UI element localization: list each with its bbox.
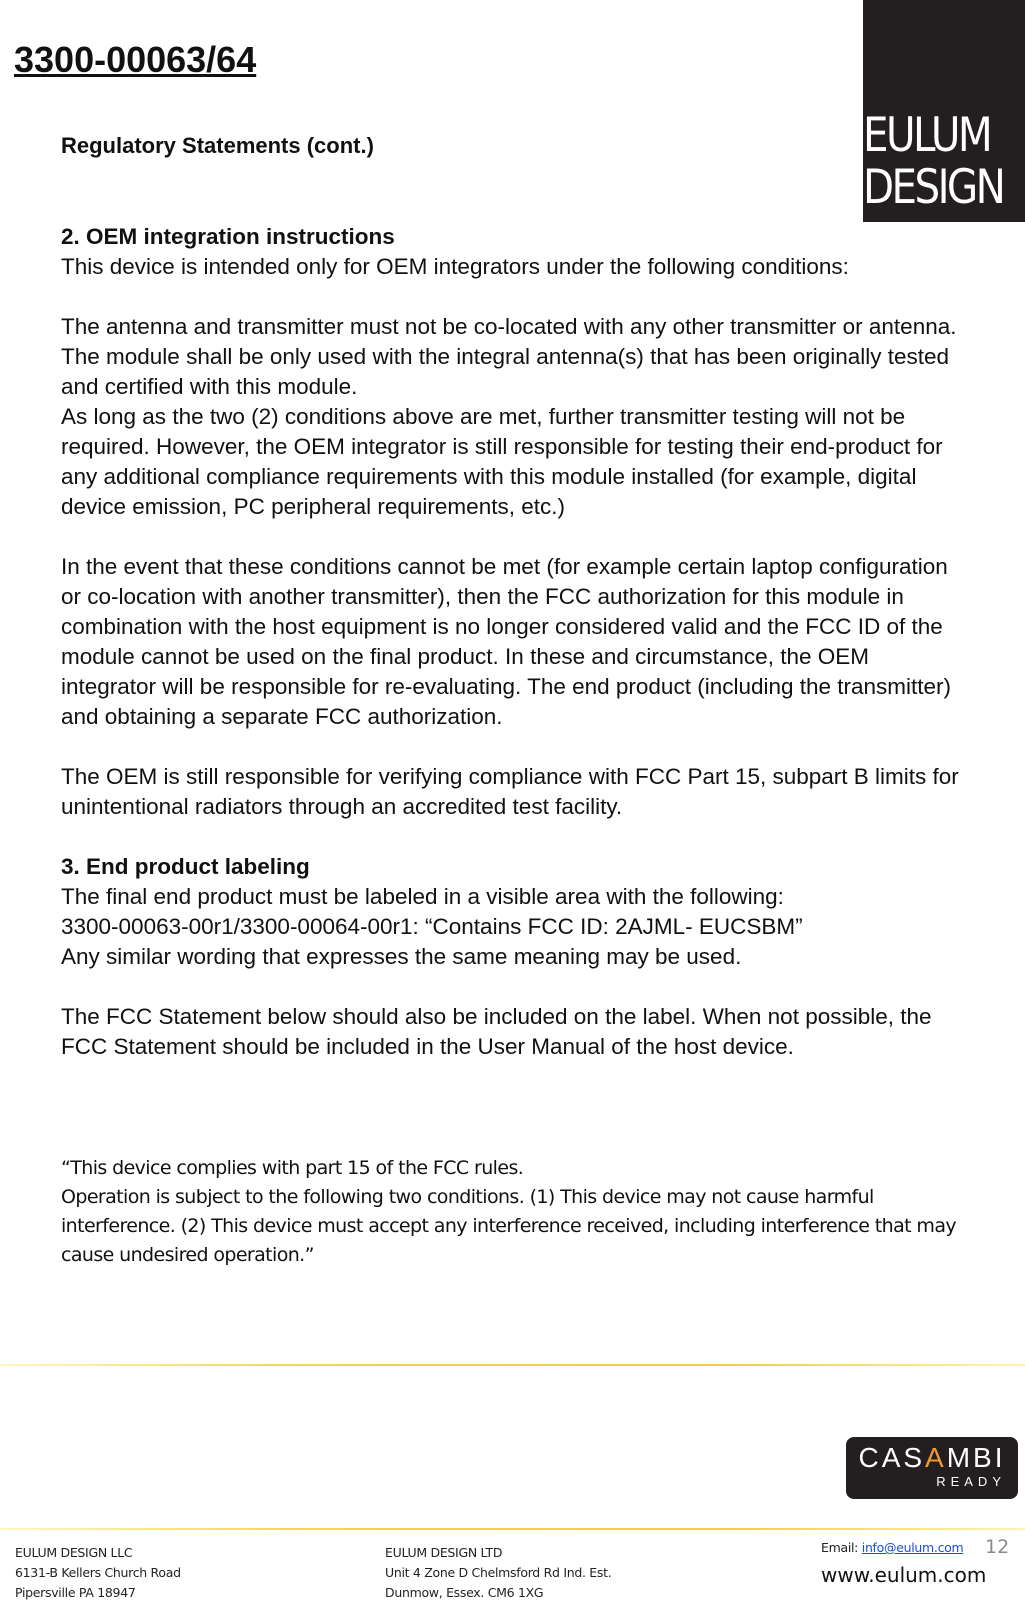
logo-line-1: EULUM bbox=[863, 108, 991, 163]
us-address-line-1: 6131-B Kellers Church Road bbox=[15, 1565, 181, 1580]
logo-line-2: DESIGN bbox=[863, 160, 1004, 215]
oem-heading: 2. OEM integration instructions bbox=[61, 224, 395, 249]
footer-website: www.eulum.com bbox=[821, 1563, 987, 1587]
footer-email bbox=[821, 1540, 963, 1555]
footer-divider-top bbox=[0, 1364, 1025, 1366]
paragraph-fcc-statement: The FCC Statement below should also be included on the label. When not possible, the FCC Statement should be included in the User Manual of the host device. bbox=[61, 1004, 932, 1059]
labeling-section bbox=[61, 852, 961, 972]
fcc-quote bbox=[61, 1154, 961, 1270]
footer-address-uk bbox=[385, 1543, 611, 1603]
casambi-word-end: MBI bbox=[946, 1442, 1006, 1473]
casambi-ready-text: READY bbox=[936, 1474, 1006, 1489]
page-number: 12 bbox=[985, 1536, 1010, 1558]
eulum-design-logo bbox=[863, 0, 1025, 222]
labeling-line-1: The final end product must be labeled in a visible area with the following: bbox=[61, 884, 784, 909]
labeling-heading: 3. End product labeling bbox=[61, 854, 310, 879]
footer-address-us bbox=[15, 1543, 181, 1603]
fcc-quote-line-2: Operation is subject to the following two conditions. (1) This device may not cause harmful interference. (2) This device must accept any interference received, including interference that may cause undesired operation.” bbox=[61, 1186, 957, 1266]
casambi-ready-badge bbox=[846, 1437, 1018, 1499]
paragraph-colocation: The antenna and transmitter must not be co-located with any other transmitter or antenna. The module shall be only used with the integral antenna(s) that has been originally tested and certified with this module. bbox=[61, 314, 957, 399]
labeling-fcc-id: 3300-00063-00r1/3300-00064-00r1: “Contains FCC ID: 2AJML- EUCSBM” bbox=[61, 914, 803, 939]
uk-address-line-2: Dunmow, Essex. CM6 1XG bbox=[385, 1585, 544, 1600]
labeling-line-3: Any similar wording that expresses the same meaning may be used. bbox=[61, 944, 742, 969]
footer-divider-bottom bbox=[0, 1528, 1025, 1530]
oem-intro: This device is intended only for OEM integrators under the following conditions: bbox=[61, 254, 849, 279]
casambi-wordmark bbox=[846, 1437, 1018, 1473]
casambi-word-accent: A bbox=[925, 1442, 947, 1473]
us-address-line-2: Pipersville PA 18947 bbox=[15, 1585, 136, 1600]
fcc-quote-line-1: “This device complies with part 15 of the FCC rules. bbox=[61, 1157, 524, 1179]
document-number: 3300-00063/64 bbox=[14, 39, 257, 80]
us-company-name: EULUM DESIGN LLC bbox=[15, 1545, 133, 1560]
paragraph-testing: As long as the two (2) conditions above are met, further transmitter testing will not be required. However, the OEM integrator is still responsible for testing their end-product for any additional compliance requirements with this module installed (for example, digital device emission, PC peripheral requirements, etc.) bbox=[61, 404, 943, 519]
email-link[interactable]: info@eulum.com bbox=[861, 1540, 964, 1555]
paragraph-event: In the event that these conditions cannot be met (for example certain laptop configuration or co-location with another transmitter), then the FCC authorization for this module in combination with the host equipment is no longer considered valid and the FCC ID of the module cannot be used on the final product. In these and circumstance, the OEM integrator will be responsible for re-evaluating. The end product (including the transmitter) and obtaining a separate FCC authorization. bbox=[61, 554, 952, 729]
oem-section bbox=[61, 222, 961, 282]
casambi-word-start: CAS bbox=[858, 1442, 926, 1473]
document-body bbox=[61, 222, 961, 1092]
section-title: Regulatory Statements (cont.) bbox=[61, 133, 374, 158]
uk-address-line-1: Unit 4 Zone D Chelmsford Rd Ind. Est. bbox=[385, 1565, 612, 1580]
paragraph-part15: The OEM is still responsible for verifying compliance with FCC Part 15, subpart B limits for unintentional radiators through an accredited test facility. bbox=[61, 764, 959, 819]
uk-company-name: EULUM DESIGN LTD bbox=[385, 1545, 503, 1560]
email-label: Email: bbox=[821, 1540, 862, 1555]
